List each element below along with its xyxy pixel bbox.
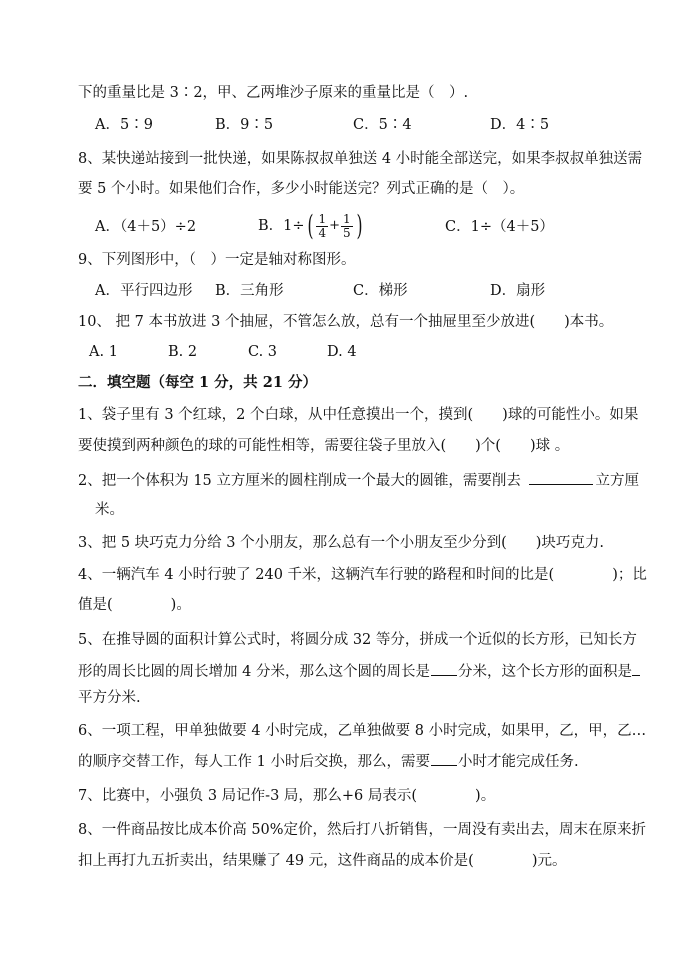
q7-option-a: A．5∶9 <box>95 117 153 133</box>
f2-text-b: 立方厘 <box>595 473 640 489</box>
q8-option-b-prefix: B．1÷ <box>258 218 305 234</box>
q7-option-d: D．4∶5 <box>490 117 550 133</box>
q7-option-c: C．5∶4 <box>353 117 412 133</box>
q8-options <box>95 209 628 242</box>
fraction-one-quarter <box>316 213 328 240</box>
f2-answer-blank <box>529 470 593 485</box>
f5-line-1: 5、在推导圆的面积计算公式时，将圆分成 32 等分，拼成一个近似的长方形，已知长方 <box>78 632 637 648</box>
f4-line-2: 值是( )。 <box>78 597 191 613</box>
q8-option-a: A．（4＋5）÷2 <box>95 219 197 235</box>
q9-option-d: D．扇形 <box>490 283 546 299</box>
f7-text: 7、比赛中，小强负 3 局记作-3 局，那么+6 局表示( )。 <box>78 788 496 804</box>
q9-option-b: B．三角形 <box>215 283 284 299</box>
q8-option-c: C．1÷（4＋5） <box>445 219 554 235</box>
q10-option-d: D. 4 <box>327 344 357 360</box>
f5-answer-blank-1 <box>431 661 457 676</box>
f2-line-2: 米。 <box>95 502 124 518</box>
fraction-numerator: 1 <box>343 211 351 226</box>
fraction-numerator: 1 <box>318 211 327 226</box>
fraction-denominator: 4 <box>318 225 327 240</box>
f5-line-3: 平方分米. <box>78 690 141 706</box>
q10-option-c: C. 3 <box>248 344 278 360</box>
f8-line-1: 8、一件商品按比成本价高 50%定价，然后打八折销售，一周没有卖出去，周末在原来折 <box>78 822 647 838</box>
f6-answer-blank <box>431 751 457 766</box>
f1-line-1: 1、袋子里有 3 个红球，2 个白球，从中任意摸出一个，摸到( )球的可能性小。如果 <box>78 407 639 423</box>
f2-text-a: 2、把一个体积为 15 立方厘米的圆柱削成一个最大的圆锥，需要削去 <box>78 473 521 489</box>
f5-answer-blank-2 <box>632 661 640 676</box>
q7-option-b: B．9∶5 <box>215 117 274 133</box>
f5-line-2 <box>78 661 632 682</box>
q9-options <box>95 281 628 301</box>
q8-line-2: 要 5 个小时。如果他们合作，多少小时能送完？列式正确的是（ ）。 <box>78 181 525 197</box>
q10-option-b: B. 2 <box>168 344 198 360</box>
q7-options <box>95 115 628 135</box>
f6-line-2 <box>78 751 628 772</box>
q10-options <box>89 342 628 362</box>
q10-text: 10、 把 7 本书放进 3 个抽屉，不管怎么放，总有一个抽屉里至少放进( )本书。 <box>78 314 614 330</box>
q9-option-a: A．平行四边形 <box>95 283 193 299</box>
q10-option-a: A. 1 <box>89 344 118 360</box>
q8-option-b-expression: ( $\frac{1}{4}$ + $\frac{1}{5}$ ) <box>306 209 363 242</box>
section-2-heading: 二．填空题（每空 1 分，共 21 分） <box>78 374 317 391</box>
f2-line-1 <box>78 470 640 491</box>
f1-line-2: 要使摸到两种颜色的球的可能性相等，需要往袋子里放入( )个( )球 。 <box>78 438 570 454</box>
f6-text-a: 的顺序交替工作，每人工作 1 小时后交换，那么，需要 <box>78 754 430 770</box>
q9-text: 9、下列图形中，（ ）一定是轴对称图形。 <box>78 252 356 268</box>
f8-line-2: 扣上再打九五折卖出，结果赚了 49 元，这件商品的成本价是( )元。 <box>78 853 567 869</box>
fraction-one-fifth <box>341 213 353 240</box>
q9-option-c: C．梯形 <box>353 283 408 299</box>
f3-text: 3、把 5 块巧克力分给 3 个小朋友，那么总有一个小朋友至少分到( )块巧克力. <box>78 535 605 551</box>
q8-option-b <box>258 209 365 242</box>
f6-text-b: 小时才能完成任务. <box>457 754 579 770</box>
q8-line-1: 8、某快递站接到一批快递，如果陈叔叔单独送 4 小时能全部送完，如果李叔叔单独送需 <box>78 151 643 167</box>
plus-sign: + <box>329 218 341 233</box>
q7-text: 下的重量比是 3∶2，甲、乙两堆沙子原来的重量比是（ ）. <box>78 85 469 101</box>
f4-line-1: 4、一辆汽车 4 小时行驶了 240 千米，这辆汽车行驶的路程和时间的比是( )；比 <box>78 567 647 583</box>
fraction-denominator: 5 <box>343 225 351 240</box>
f5-text-a: 形的周长比圆的周长增加 4 分米，那么这个圆的周长是 <box>78 664 430 680</box>
f5-text-b: 分米，这个长方形的面积是 <box>457 664 632 680</box>
f6-line-1: 6、一项工程，甲单独做要 4 小时完成，乙单独做要 8 小时完成，如果甲，乙，甲，乙… <box>78 723 647 739</box>
